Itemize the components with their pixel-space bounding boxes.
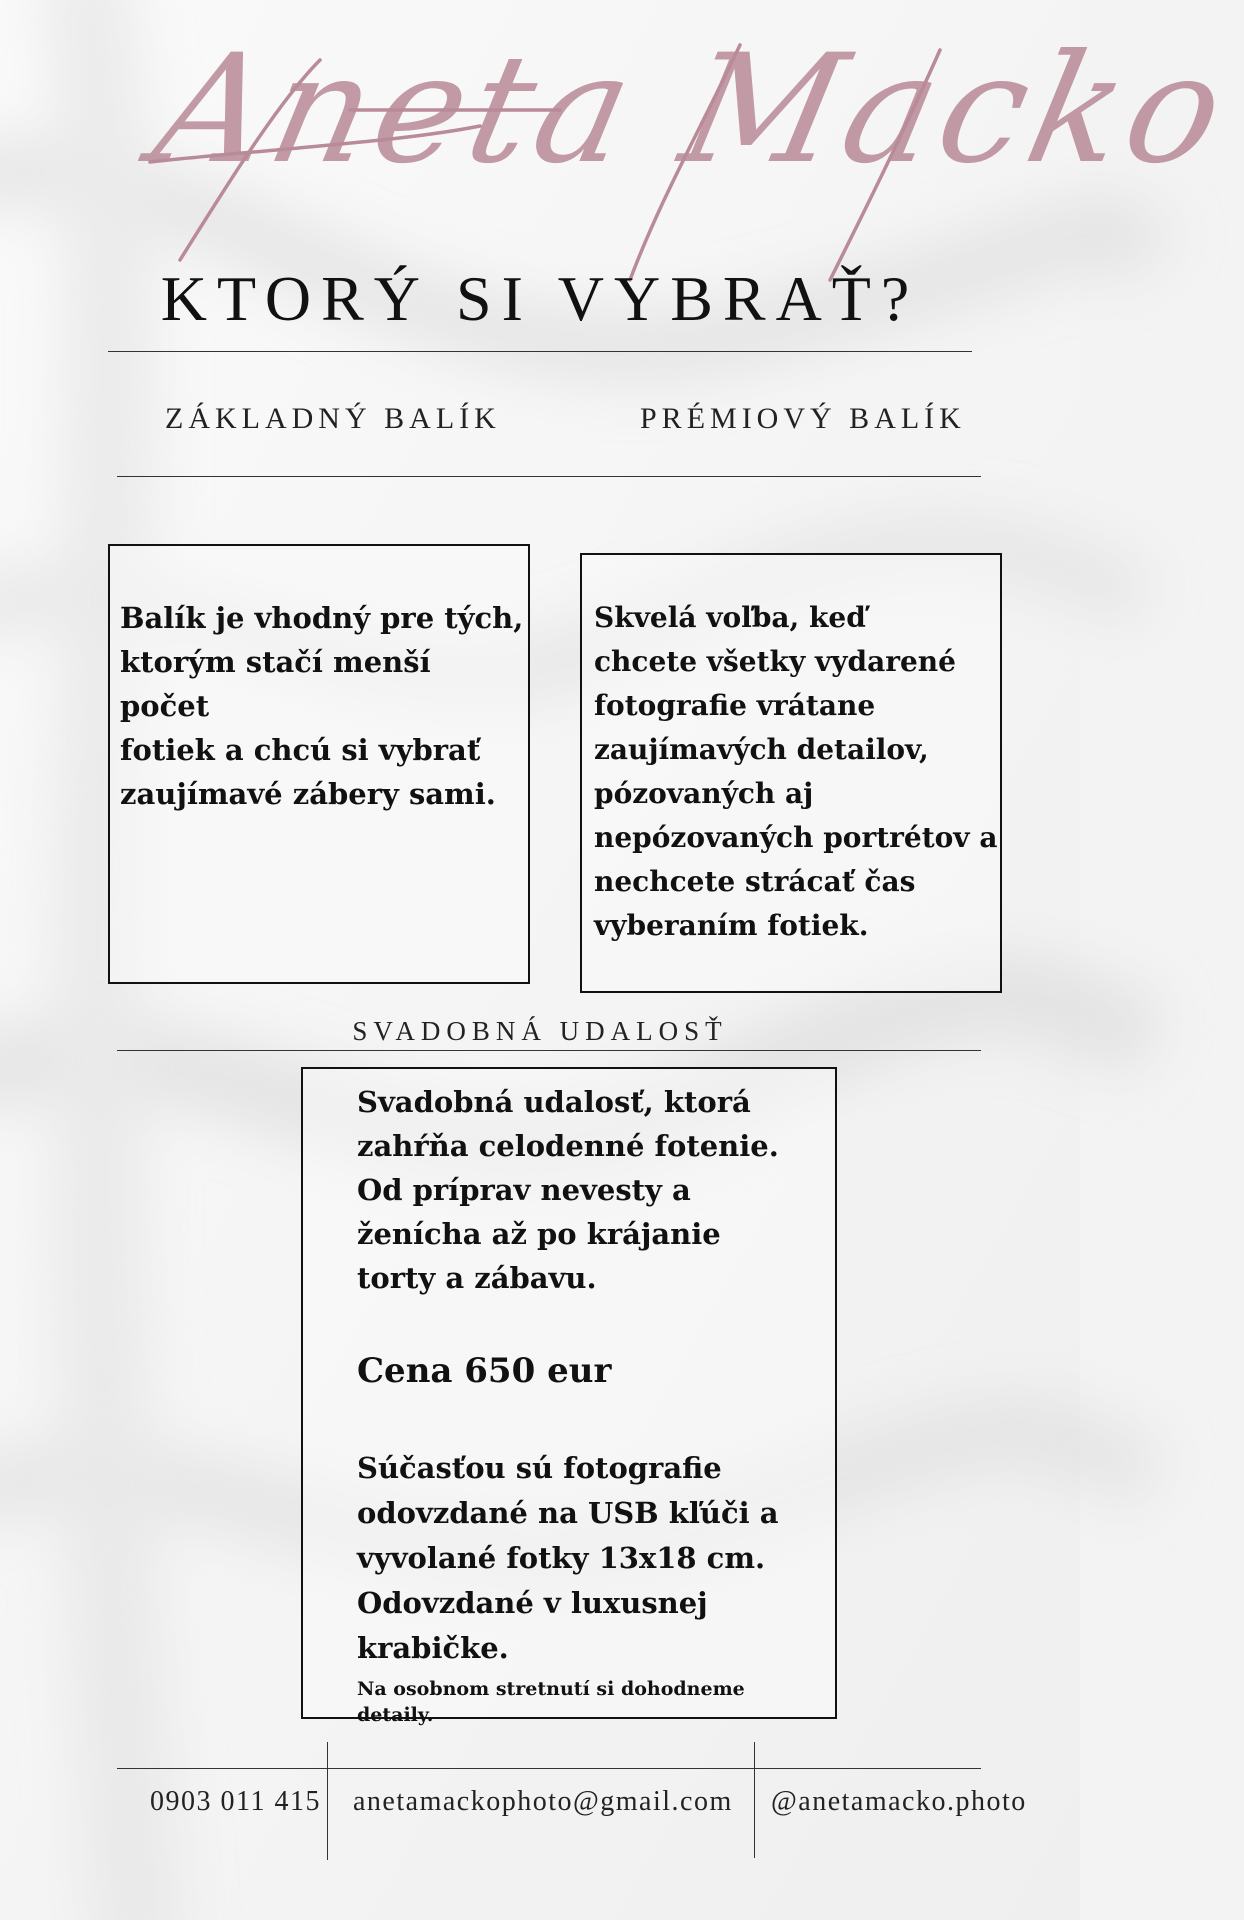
brand-name: Aneta Macko — [141, 23, 1244, 197]
text-line: Skvelá voľba, keď — [594, 601, 866, 634]
text-line: nepózovaných portrétov a — [594, 821, 998, 854]
text-line: zaujímavé zábery sami. — [120, 777, 496, 811]
text-line: odovzdané na USB kľúči a — [357, 1496, 779, 1530]
text-line: torty a zábavu. — [357, 1261, 597, 1295]
divider — [108, 351, 972, 352]
divider — [117, 1050, 981, 1051]
divider — [117, 476, 981, 477]
event-note: Na osobnom stretnutí si dohodneme detaily. — [357, 1678, 745, 1726]
text-line: chcete všetky vydarené — [594, 645, 956, 678]
event-description — [357, 1080, 797, 1300]
text-line: vyvolané fotky 13x18 cm. — [357, 1541, 766, 1575]
event-includes — [357, 1446, 797, 1671]
basic-package-label: ZÁKLADNÝ BALÍK — [165, 402, 501, 435]
text-line: ktorým stačí menší počet — [120, 645, 431, 723]
text-line: pózovaných aj — [594, 777, 814, 810]
text-line: Od príprav nevesty a — [357, 1173, 691, 1207]
premium-package-description — [594, 596, 999, 948]
text-line: zaujímavých detailov, — [594, 733, 929, 766]
text-line: Odovzdané v luxusnej — [357, 1586, 708, 1620]
divider — [117, 1768, 981, 1769]
contact-instagram[interactable]: @anetamacko.photo — [771, 1786, 1027, 1817]
text-line: fotografie vrátane — [594, 689, 876, 722]
page-title: KTORÝ SI VYBRAŤ? — [160, 263, 920, 334]
text-line: nechcete strácať čas — [594, 865, 916, 898]
text-line: vyberaním fotiek. — [594, 909, 869, 942]
text-line: zahŕňa celodenné fotenie. — [357, 1129, 779, 1163]
text-line: krabičke. — [357, 1631, 509, 1665]
text-line: ženícha až po krájanie — [357, 1217, 721, 1251]
contact-phone[interactable]: 0903 011 415 — [150, 1786, 321, 1817]
text-line: Súčasťou sú fotografie — [357, 1451, 722, 1485]
contact-email[interactable]: anetamackophoto@gmail.com — [353, 1786, 733, 1817]
premium-package-label: PRÉMIOVÝ BALÍK — [640, 402, 966, 435]
vertical-divider — [327, 1742, 328, 1860]
event-price: Cena 650 eur — [357, 1351, 612, 1391]
basic-package-description — [120, 596, 525, 816]
event-section-label: SVADOBNÁ UDALOSŤ — [352, 1016, 728, 1046]
text-line: Svadobná udalosť, ktorá — [357, 1085, 751, 1119]
text-line: fotiek a chcú si vybrať — [120, 733, 481, 767]
vertical-divider — [754, 1742, 755, 1858]
text-line: Balík je vhodný pre tých, — [120, 601, 524, 635]
